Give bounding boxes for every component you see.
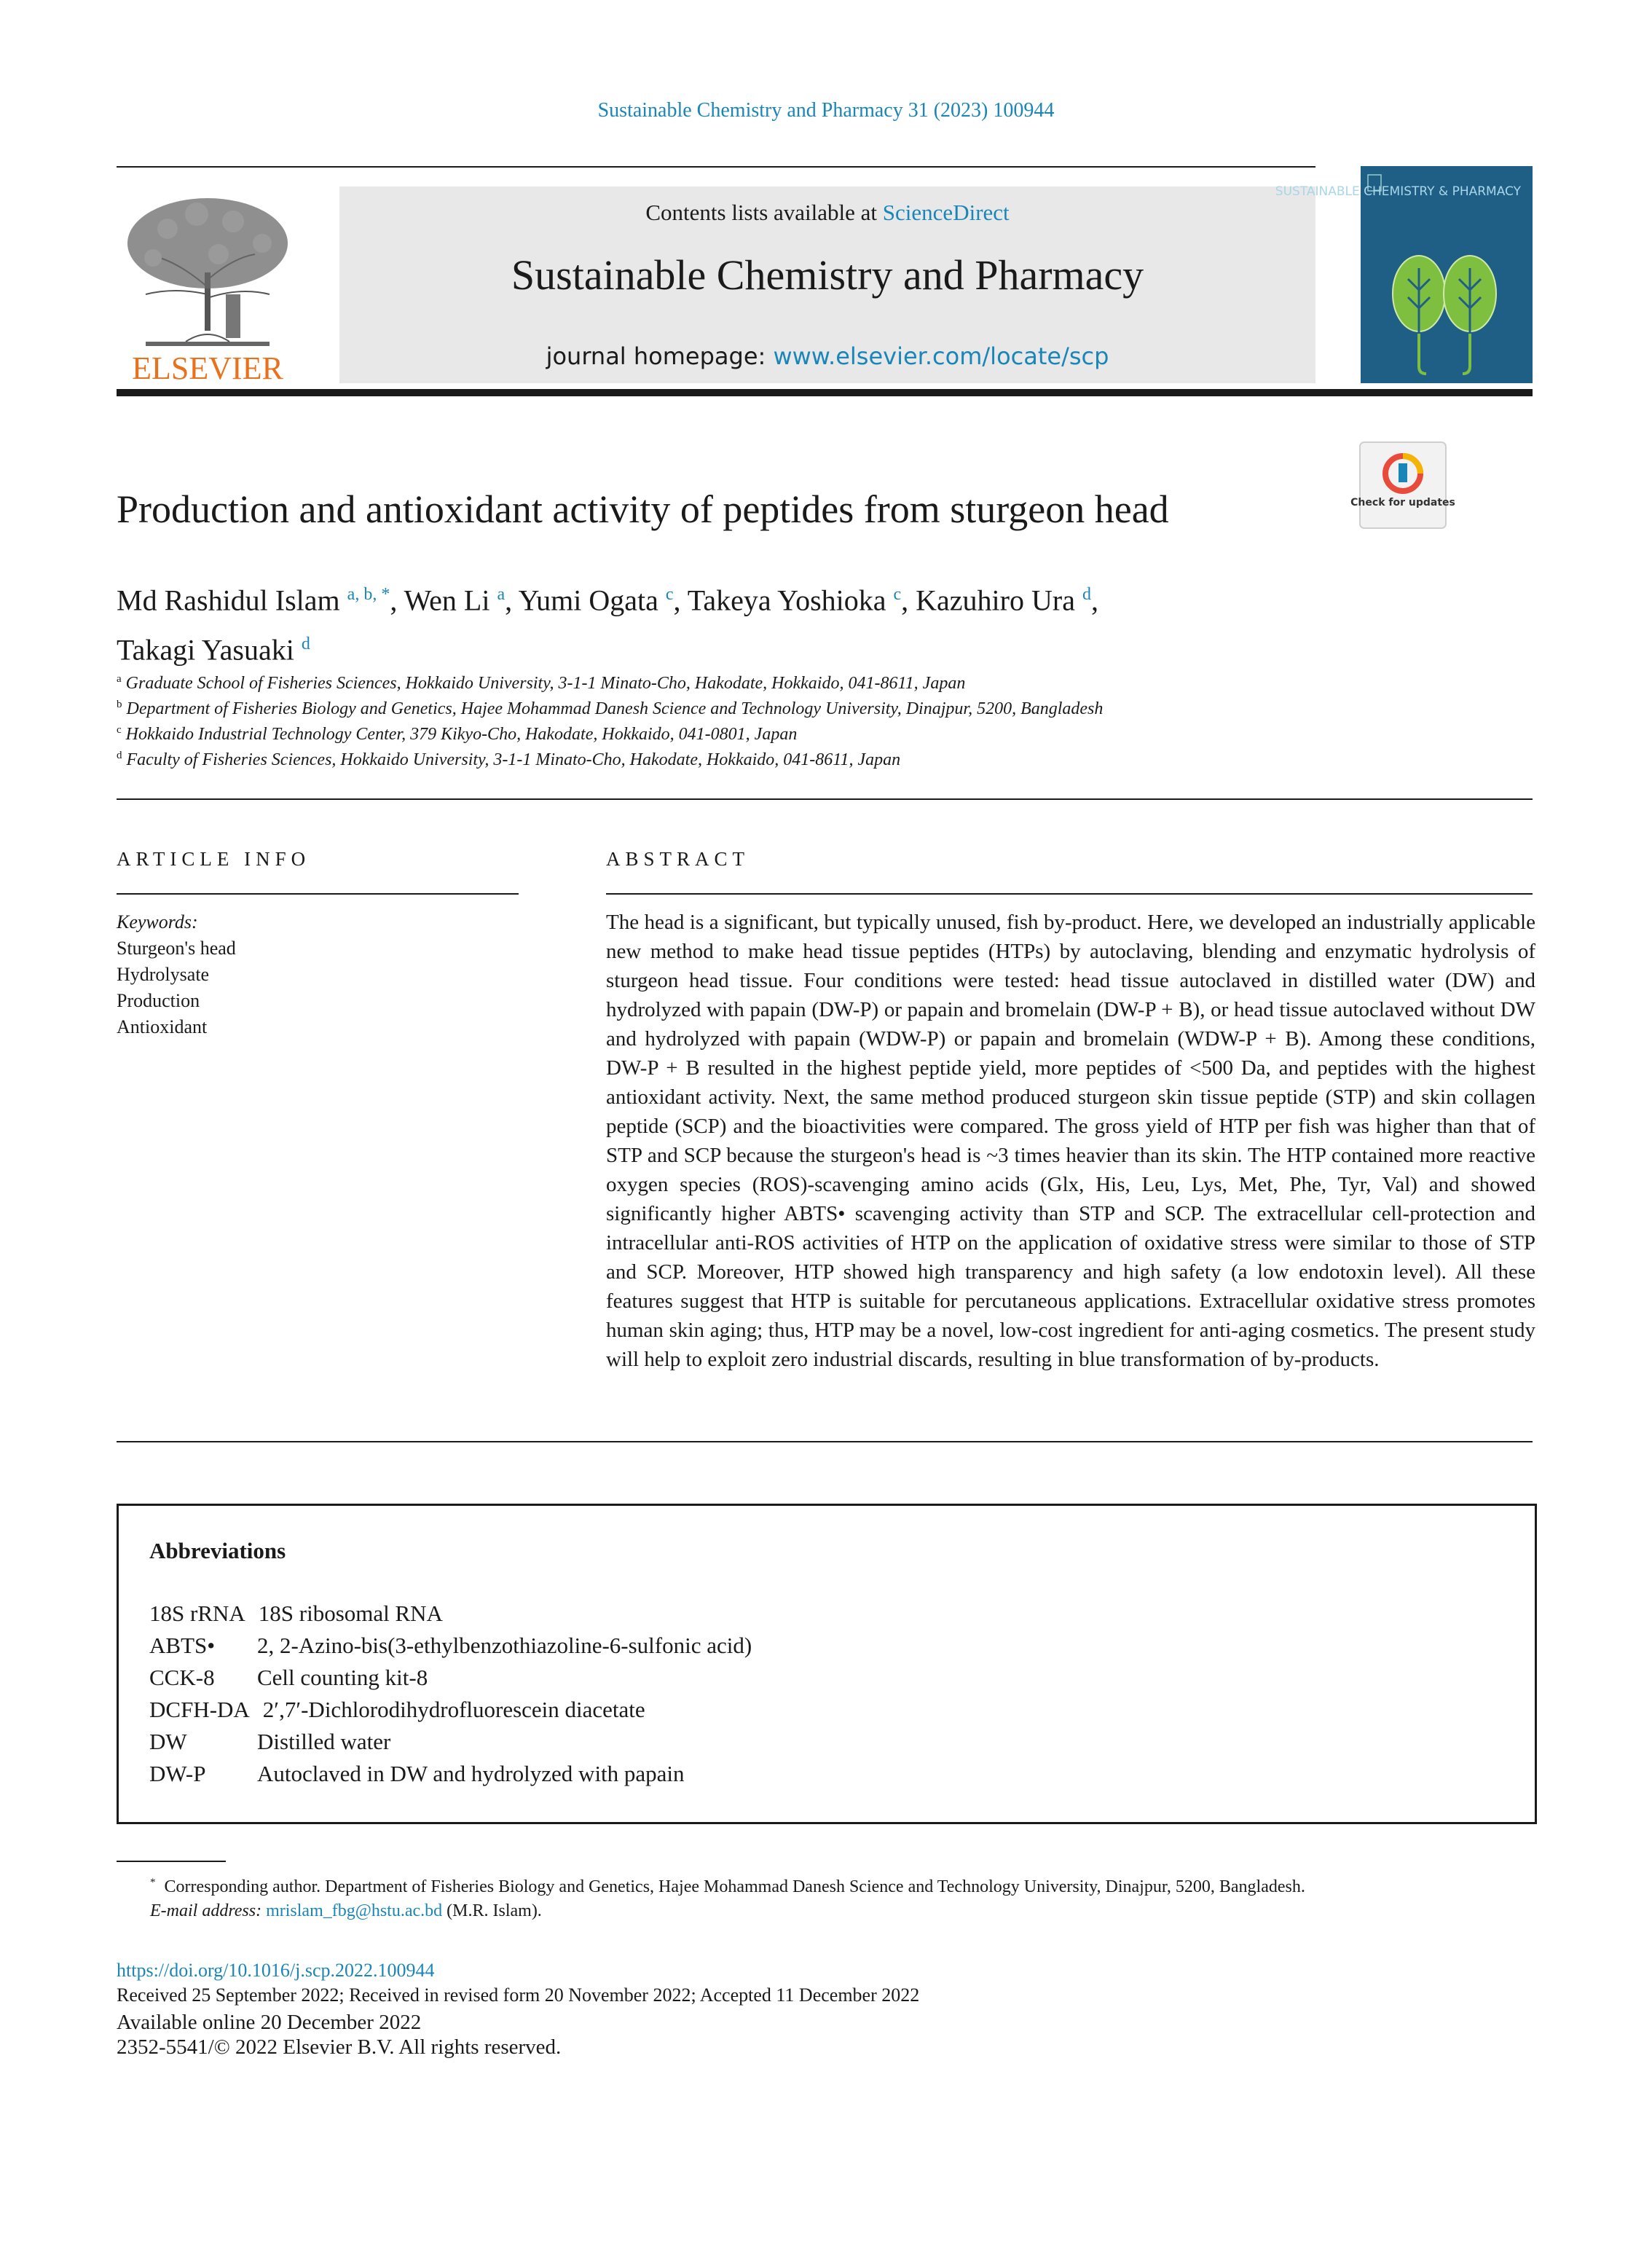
abbreviation-term: ABTS• [149, 1633, 216, 1658]
contents-prefix: Contents lists available at [645, 200, 883, 225]
affiliations-bottom-rule [117, 798, 1533, 800]
abbreviation-term: DW [149, 1729, 187, 1754]
affiliation-text: Hokkaido Industrial Technology Center, 379 Kikyo-Cho, Hakodate, Hokkaido, 041-0801, Japan [125, 725, 798, 744]
author-name: Wen Li [404, 584, 490, 617]
footnote-mark: * [150, 1877, 156, 1888]
affiliation-mark: c [117, 724, 122, 736]
author-name: Kazuhiro Ura [916, 584, 1075, 617]
copyright-line: 2352-5541/© 2022 Elsevier B.V. All rights reserved. [117, 2035, 562, 2059]
author-name: Yumi Ogata [518, 584, 658, 617]
author-affiliation-mark[interactable]: c [665, 585, 674, 604]
abbreviation-row [149, 1601, 443, 1627]
affiliation-mark: d [117, 750, 122, 761]
footnote-rule [117, 1861, 226, 1862]
abbreviation-row [149, 1729, 390, 1755]
abstract-text: The head is a significant, but typically unused, fish by-product. Here, we developed an industrially applicable new method to make head tissue peptides (HTPs) by autoclaving, blending and enzymatic hydrolysis of sturgeon head tissue. Four conditions were tested: head tissue autoclaved in distilled water (DW) and hydrolyzed with papain (DW-P) or papain and bromelain (DW-P + B), or head tissue autoclaved without DW and hydrolyzed with papain (WDW-P) or papain and bromelain (WDW-P + B). Among these conditions, DW-P + B resulted in the highest peptide yield, more peptides of <500 Da, and peptides with the highest antioxidant activity. Next, the same method produced sturgeon skin tissue peptide (STP) and skin collagen peptide (SCP) and the bioactivities were compared. The gross yield of HTP per fish was higher than that of STP and SCP because the sturgeon's head is ~3 times heavier than its skin. The HTP contained more reactive oxygen species (ROS)-scavenging amino acids (Glx, His, Leu, Lys, Met, Phe, Tyr, Val) and showed significantly higher ABTS• scavenging activity than STP and SCP. The extracellular cell-protection and intracellular anti-ROS activities of HTP on the application of oxidative stress were similar to those of STP and SCP. Moreover, HTP showed high transparency and high safety (a low endotoxin level). All these features suggest that HTP is suitable for percutaneous applications. Extracellular oxidative stress promotes human skin aging; thus, HTP may be a novel, low-cost ingredient for anti-aging cosmetics. The present study will help to exploit zero industrial discards, resulting in blue transformation of by-products. [606, 911, 1535, 1371]
doi-link[interactable]: https://doi.org/10.1016/j.scp.2022.100944 [117, 1960, 435, 1981]
abbreviation-definition: Autoclaved in DW and hydrolyzed with papain [257, 1761, 685, 1786]
affiliation-mark: b [117, 699, 122, 710]
abbreviation-row [149, 1697, 645, 1723]
affiliation-text: Faculty of Fisheries Sciences, Hokkaido University, 3-1-1 Minato-Cho, Hakodate, Hokkaido, 041-8611, Japan [126, 750, 901, 769]
keyword-item: Production [117, 990, 200, 1011]
keyword-item: Sturgeon's head [117, 938, 236, 959]
affiliation-c [117, 724, 797, 745]
available-online: Available online 20 December 2022 [117, 2011, 422, 2034]
affiliation-d [117, 750, 900, 770]
keyword-item: Hydrolysate [117, 964, 210, 985]
journal-cover-image[interactable] [1275, 166, 1533, 383]
affiliation-mark: a [117, 673, 122, 685]
keyword-item: Antioxidant [117, 1016, 208, 1037]
check-updates-label: Check for updates [1350, 497, 1455, 508]
keywords-label: Keywords: [117, 911, 198, 932]
contents-line [339, 200, 1315, 226]
affiliation-b [117, 699, 1103, 719]
abbreviation-term: 18S rRNA [149, 1601, 245, 1626]
homepage-prefix: journal homepage: [546, 342, 774, 370]
check-for-updates-badge[interactable] [1350, 441, 1455, 529]
abbreviation-term: DW-P [149, 1761, 206, 1786]
abbreviation-term: DCFH-DA [149, 1697, 250, 1722]
sciencedirect-link[interactable]: ScienceDirect [882, 200, 1010, 225]
affiliation-a [117, 673, 965, 694]
header-bottom-rule [117, 389, 1533, 396]
email-link[interactable]: mrislam_fbg@hstu.ac.bd [266, 1901, 443, 1920]
article-title: Production and antioxidant activity of peptides from sturgeon head [117, 487, 1169, 531]
article-info-heading: ARTICLE INFO [117, 848, 311, 870]
abbreviation-definition: 18S ribosomal RNA [258, 1601, 443, 1626]
abbreviation-row [149, 1761, 685, 1787]
affiliation-text: Graduate School of Fisheries Sciences, Hokkaido University, 3-1-1 Minato-Cho, Hakodate, Hokkaido, 041-8611, Japan [125, 674, 966, 693]
author-affiliation-mark[interactable]: c [893, 585, 902, 604]
article-info-rule [117, 893, 519, 895]
author-affiliation-mark[interactable]: d [301, 635, 310, 654]
journal-banner [339, 186, 1315, 383]
corresponding-text: Corresponding author. Department of Fisheries Biology and Genetics, Hajee Mohammad Danesh Science and Technology University, Dinajpur, 5200, Bangladesh. [164, 1877, 1305, 1896]
homepage-line [339, 342, 1315, 370]
author-affiliation-mark[interactable]: a, b, * [347, 585, 390, 604]
author-name: Md Rashidul Islam [117, 584, 340, 617]
author-affiliation-mark[interactable]: a [497, 585, 506, 604]
elsevier-logo[interactable] [117, 185, 299, 386]
corresponding-author-note [150, 1877, 1305, 1897]
author-list: Md Rashidul Islam $^{a, b, *}$, Wen Li $^a$, Yumi Ogata $^c$, Takeya Yoshioka $^c$, Kazuhiro Ura $^d$, Takagi Yasuaki $^d$ [117, 584, 1098, 667]
author-name: Takagi Yasuaki [117, 633, 294, 667]
email-suffix: (M.R. Islam). [442, 1901, 542, 1920]
received-dates: Received 25 September 2022; Received in revised form 20 November 2022; Accepted 11 December 2022 [117, 1984, 920, 2006]
header-top-rule [117, 166, 1315, 168]
abbreviations-box [117, 1504, 1537, 1824]
affiliation-text: Department of Fisheries Biology and Genetics, Hajee Mohammad Danesh Science and Technology University, Dinajpur, 5200, Bangladesh [126, 699, 1104, 718]
abbreviation-definition: Distilled water [257, 1729, 391, 1754]
abbreviations-heading: Abbreviations [149, 1538, 286, 1563]
author-name: Takeya Yoshioka [687, 584, 886, 617]
elsevier-wordmark: ELSEVIER [132, 350, 283, 386]
abstract-heading: ABSTRACT [606, 848, 750, 870]
homepage-link[interactable]: www.elsevier.com/locate/scp [773, 342, 1109, 370]
abstract-rule [606, 893, 1533, 895]
journal-reference[interactable]: Sustainable Chemistry and Pharmacy 31 (2023) 100944 [597, 99, 1055, 122]
abbreviation-row [149, 1633, 752, 1659]
cover-title: SUSTAINABLE CHEMISTRY & PHARMACY [1275, 184, 1521, 199]
email-line [150, 1901, 542, 1921]
abstract-bottom-rule [117, 1441, 1533, 1442]
keywords-block [117, 909, 236, 1040]
abbreviation-term: CCK-8 [149, 1665, 215, 1690]
abbreviation-row [149, 1665, 428, 1691]
abbreviation-definition: 2, 2-Azino-bis(3-ethylbenzothiazoline-6-sulfonic acid) [257, 1633, 752, 1658]
journal-title: Sustainable Chemistry and Pharmacy [511, 251, 1144, 299]
abbreviation-definition: Cell counting kit-8 [257, 1665, 428, 1690]
author-affiliation-mark[interactable]: d [1082, 585, 1091, 604]
abbreviation-definition: 2′,7′-Dichlorodihydrofluorescein diacetate [262, 1697, 645, 1722]
check-updates-icon [1350, 441, 1455, 529]
email-label: E-mail address: [150, 1901, 267, 1920]
